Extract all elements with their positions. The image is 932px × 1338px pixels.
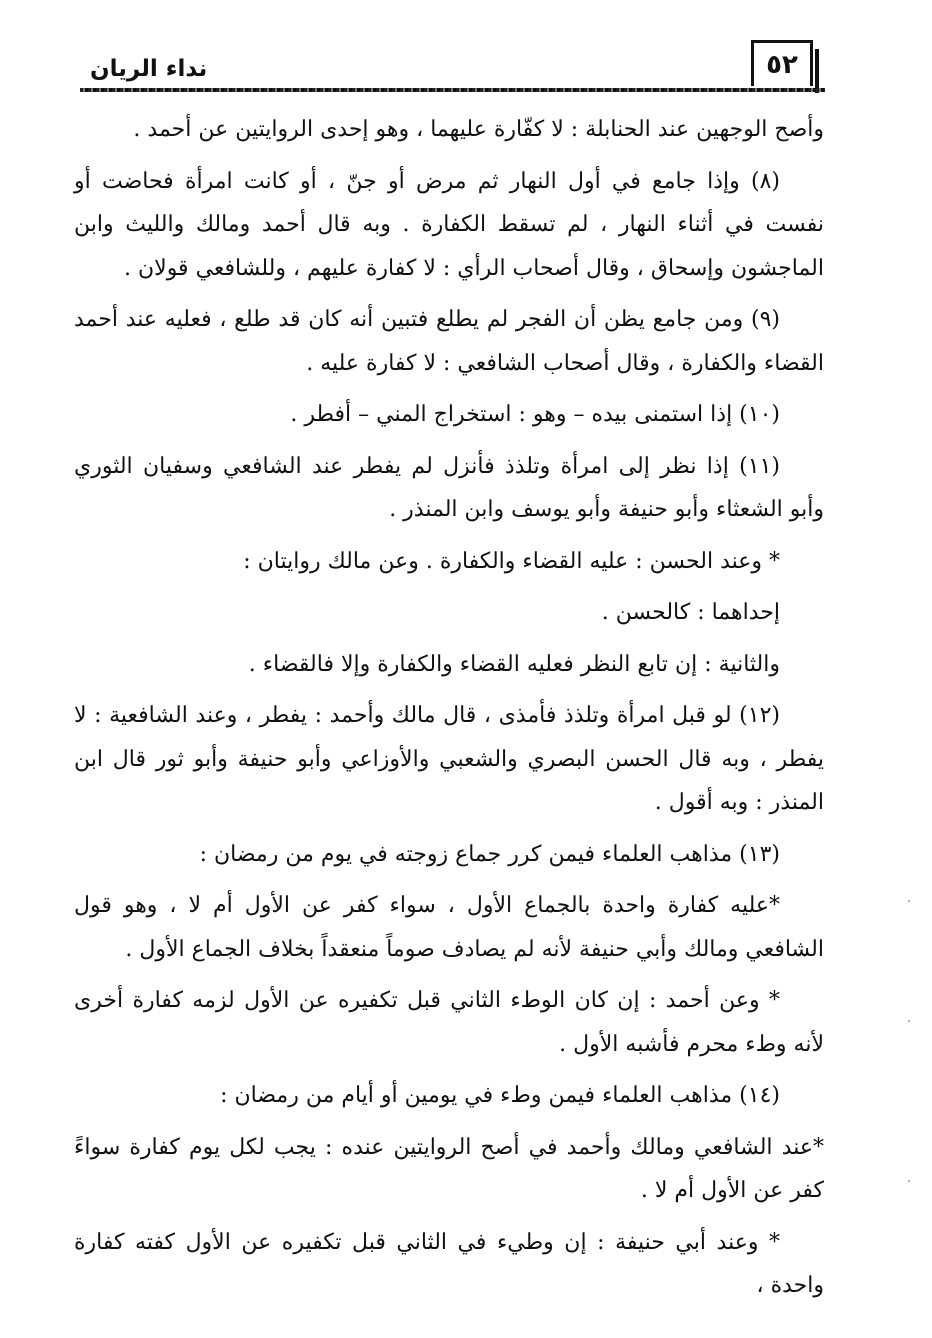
running-title: نداء الريان: [90, 56, 208, 82]
scan-speck: [908, 1180, 910, 1182]
paragraph-13: (١٣) مذاهب العلماء فيمن كرر جماع زوجته في يوم من رمضان :: [199, 841, 780, 867]
scan-speck: [908, 1020, 910, 1022]
paragraph-11-first-narration: إحداهما : كالحسن .: [601, 600, 780, 625]
body-text: [74, 108, 824, 1316]
paragraph-14-abu-hanifa: * وعند أبي حنيفة : إن وطيء في الثاني قبل تكفيره عن الأول كفته كفارة واحدة ،: [74, 1229, 824, 1298]
paragraph-10: (١٠) إذا استمنى بيده – وهو : استخراج المني – أفطر .: [290, 402, 780, 427]
paragraph-11-hasan: * وعند الحسن : عليه القضاء والكفارة . وعن مالك روايتان :: [243, 548, 780, 574]
paragraph-14: (١٤) مذاهب العلماء فيمن وطء في يومين أو أيام من رمضان :: [220, 1083, 780, 1108]
header-rule: [80, 88, 825, 92]
paragraph-11-second-narration: والثانية : إن تابع النظر فعليه القضاء والكفارة وإلا فالقضاء .: [248, 651, 780, 677]
paragraph-12: (١٢) لو قبل امرأة وتلذذ فأمذى ، قال مالك وأحمد : يفطر ، وعند الشافعية : لا يفطر ، وبه قال الحسن البصري والشعبي والأوزاعي وأبو حنيفة وأبو ثور قال ابن المنذر : وبه أقول .: [74, 703, 824, 815]
page-header: [80, 38, 825, 98]
paragraph-continuation: وأصح الوجهين عند الحنابلة : لا كفّارة عليهما ، وهو إحدى الروايتين عن أحمد .: [133, 117, 824, 142]
paragraph-9: (٩) ومن جامع يظن أن الفجر لم يطلع فتبين أنه كان قد طلع ، فعليه عند أحمد القضاء والكفارة ، وقال أصحاب الشافعي : لا كفارة عليه .: [74, 307, 824, 376]
paragraph-11: (١١) إذا نظر إلى امرأة وتلذذ فأنزل لم يفطر عند الشافعي وسفيان الثوري وأبو الشعثاء وأبو حنيفة وأبو يوسف وابن المنذر .: [74, 453, 824, 522]
paragraph-13-shafii: *عليه كفارة واحدة بالجماع الأول ، سواء كفر عن الأول أم لا ، وهو قول الشافعي ومالك وأبي حنيفة لأنه لم يصادف صوماً منعقداً بخلاف الجماع الأول .: [74, 893, 824, 962]
paragraph-14-shafii: *عند الشافعي ومالك وأحمد في أصح الروايتين عنده : يجب لكل يوم كفارة سواءً كفر عن الأول أم لا .: [74, 1134, 824, 1203]
page-number: ٥٢: [751, 40, 813, 86]
paragraph-13-ahmad: * وعن أحمد : إن كان الوطء الثاني قبل تكفيره عن الأول لزمه كفارة أخرى لأنه وطء محرم فأشبه الأول .: [74, 988, 824, 1057]
paragraph-8: (٨) وإذا جامع في أول النهار ثم مرض أو جنّ ، أو كانت امرأة فحاضت أو نفست في أثناء النهار ، لم تسقط الكفارة . وبه قال أحمد ومالك والليث وابن الماجشون وإسحاق ، وقال أصحاب الرأي : لا كفارة عليهم ، وللشافعي قولان .: [74, 168, 824, 281]
scan-speck: [908, 900, 910, 902]
